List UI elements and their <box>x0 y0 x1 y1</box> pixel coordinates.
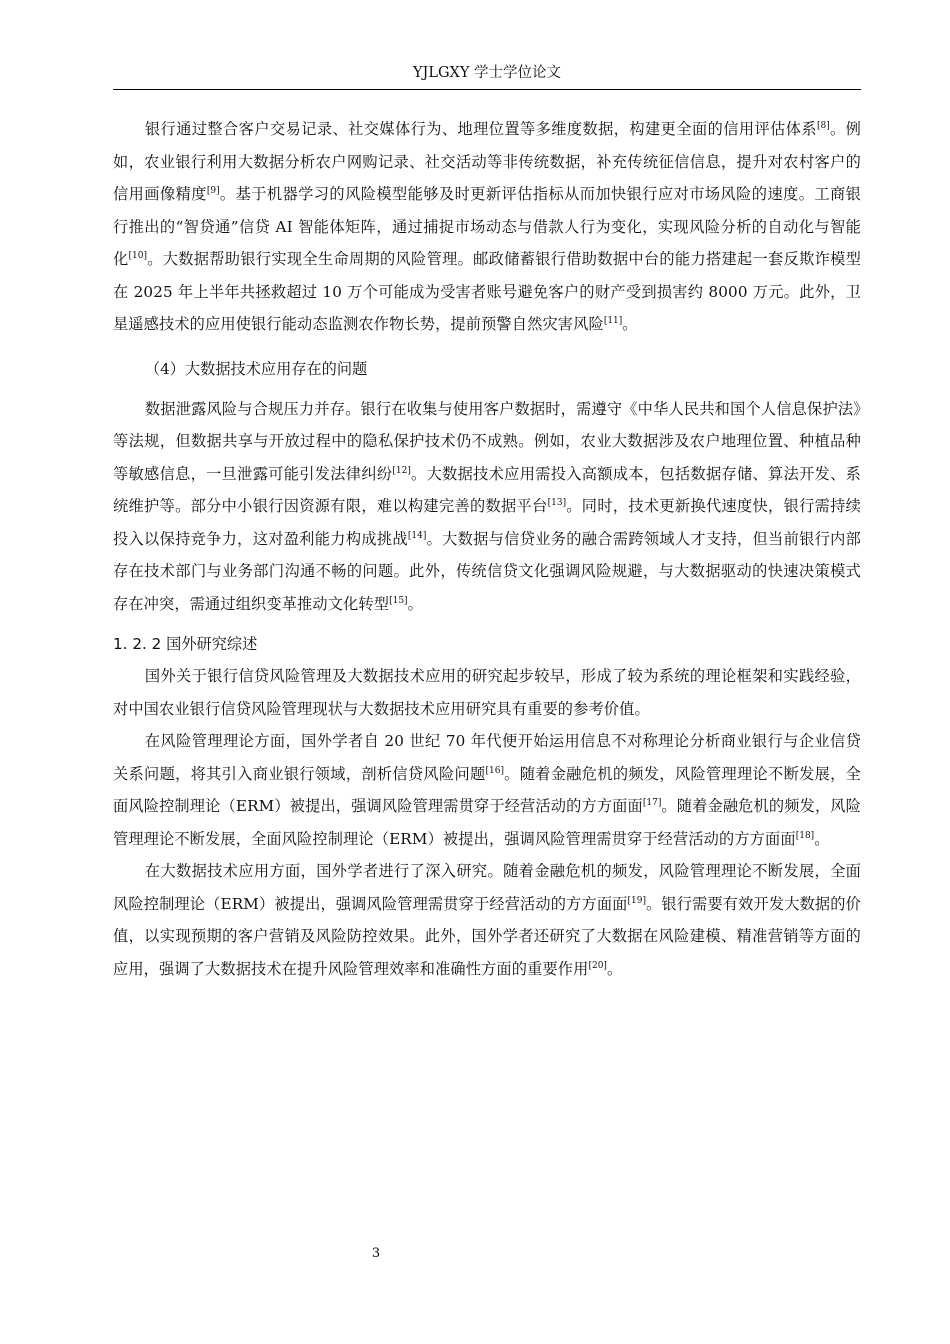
citation-marker: [17] <box>642 797 662 808</box>
paragraph-text-segment: 。 <box>606 959 623 978</box>
paragraph-text-segment: 。例如，农业银行利用大数据分析农户网购记录、社交活动等非传统数据，补充传统征信信息，提升对农村客户的信用画像精度 <box>113 120 861 203</box>
citation-marker: [13] <box>547 497 567 508</box>
citation-marker: [16] <box>485 765 504 776</box>
paragraph-text-segment: 。 <box>814 829 830 848</box>
paragraph-bigdata-problems <box>113 393 861 621</box>
paragraph-text-segment: 。大数据与信贷业务的融合需跨领域人才支持，但当前银行内部存在技术部门与业务部门沟通不畅的问题。此外，传统信贷文化强调风险规避，与大数据驱动的快速决策模式存在冲突，需通过组织变革推动文化转型 <box>113 529 861 613</box>
citation-marker: [10] <box>128 250 148 261</box>
paragraph-text-segment: 银行通过整合客户交易记录、社交媒体行为、地理位置等多维度数据，构建更全面的信用评估体系 <box>144 120 817 138</box>
citation-marker: [14] <box>407 530 427 541</box>
page-header <box>113 62 861 84</box>
paragraph-text-segment: 。随着金融危机的频发，风险管理理论不断发展，全面风险控制理论（ERM）被提出，强调风险管理需贯穿于经营活动的方方面面 <box>113 797 862 848</box>
citation-marker: [19] <box>627 895 647 906</box>
paragraph-text-segment: 数据泄露风险与合规压力并存。银行在收集与使用客户数据时，需遵守《中华人民共和国个人信息保护法》等法规，但数据共享与开放过程中的隐私保护技术仍不成熟。例如，农业大数据涉及农户地理位置、种植品种等敏感信息，一旦泄露可能引发法律纠纷 <box>113 399 861 483</box>
citation-marker: [12] <box>392 465 411 476</box>
citation-marker: [11] <box>603 315 623 326</box>
subheading-bigdata-problems: （4）大数据技术应用存在的问题 <box>144 359 368 378</box>
paragraph-text-segment: 。随着金融危机的频发，风险管理理论不断发展，全面风险控制理论（ERM）被提出，强调风险管理需贯穿于经营活动的方方面面 <box>113 764 861 815</box>
paragraph-text-segment: 国外关于银行信贷风险管理及大数据技术应用的研究起步较早，形成了较为系统的理论框架和实践经验，对中国农业银行信贷风险管理现状与大数据技术应用研究具有重要的参考价值。 <box>113 667 861 718</box>
citation-marker: [20] <box>588 960 607 971</box>
paragraph-text-segment: 。 <box>622 315 638 333</box>
paragraph-text-segment: 。大数据技术应用需投入高额成本，包括数据存储、算法开发、系统维护等。部分中小银行因资源有限，难以构建完善的数据平台 <box>113 464 861 515</box>
citation-marker: [15] <box>389 595 408 606</box>
paragraph-bigdata-application <box>113 855 861 985</box>
paragraph-foreign-intro <box>113 660 861 725</box>
paragraph-text-segment: 。同时，技术更新换代速度快，银行需持续投入以保持竞争力，这对盈利能力构成挑战 <box>113 497 861 548</box>
page-number: 3 <box>371 1246 381 1261</box>
paragraph-text-segment: 在大数据技术应用方面，国外学者进行了深入研究。随着金融危机的频发，风险管理理论不断发展，全面风险控制理论（ERM）被提出，强调风险管理需贯穿于经营活动的方方面面 <box>113 862 861 913</box>
header-rule <box>113 89 861 90</box>
header-title: YJLGXY 学士学位论文 <box>412 65 562 81</box>
paragraph-credit-assessment <box>113 113 861 341</box>
citation-marker: [8] <box>816 120 830 131</box>
paragraph-text-segment: 在风险管理理论方面，国外学者自 20 世纪 70 年代便开始运用信息不对称理论分析商业银行与企业信贷关系问题，将其引入商业银行领域，剖析信贷风险问题 <box>113 732 861 783</box>
paragraph-text-segment: 。银行需要有效开发大数据的价值，以实现预期的客户营销及风险防控效果。此外，国外学者还研究了大数据在风险建模、精准营销等方面的应用，强调了大数据技术在提升风险管理效率和准确性方面的重要作用 <box>113 894 861 978</box>
paragraph-text-segment: 。大数据帮助银行实现全生命周期的风险管理。邮政储蓄银行借助数据中台的能力搭建起一套反欺诈模型在 2025 年上半年共拯救超过 10 万个可能成为受害者账号避免客户的财产受到损害约 8000 万元。此外，卫星遥感技术的应用使银行能动态监测农作物长势，提前预警自然灾害风险 <box>113 250 861 333</box>
document-body <box>113 113 861 985</box>
paragraph-text-segment: 。 <box>407 594 423 613</box>
citation-marker: [9] <box>206 185 220 196</box>
paragraph-risk-theory <box>113 725 861 855</box>
paragraph-text-segment: 。基于机器学习的风险模型能够及时更新评估指标从而加快银行应对市场风险的速度。工商银行推出的“智贷通”信贷 AI 智能体矩阵，通过捕捉市场动态与借款人行为变化，实现风险分析的自动化与智能化 <box>113 185 862 268</box>
section-heading-foreign-review: 1. 2. 2 国外研究综述 <box>113 635 258 653</box>
citation-marker: [18] <box>795 830 815 841</box>
